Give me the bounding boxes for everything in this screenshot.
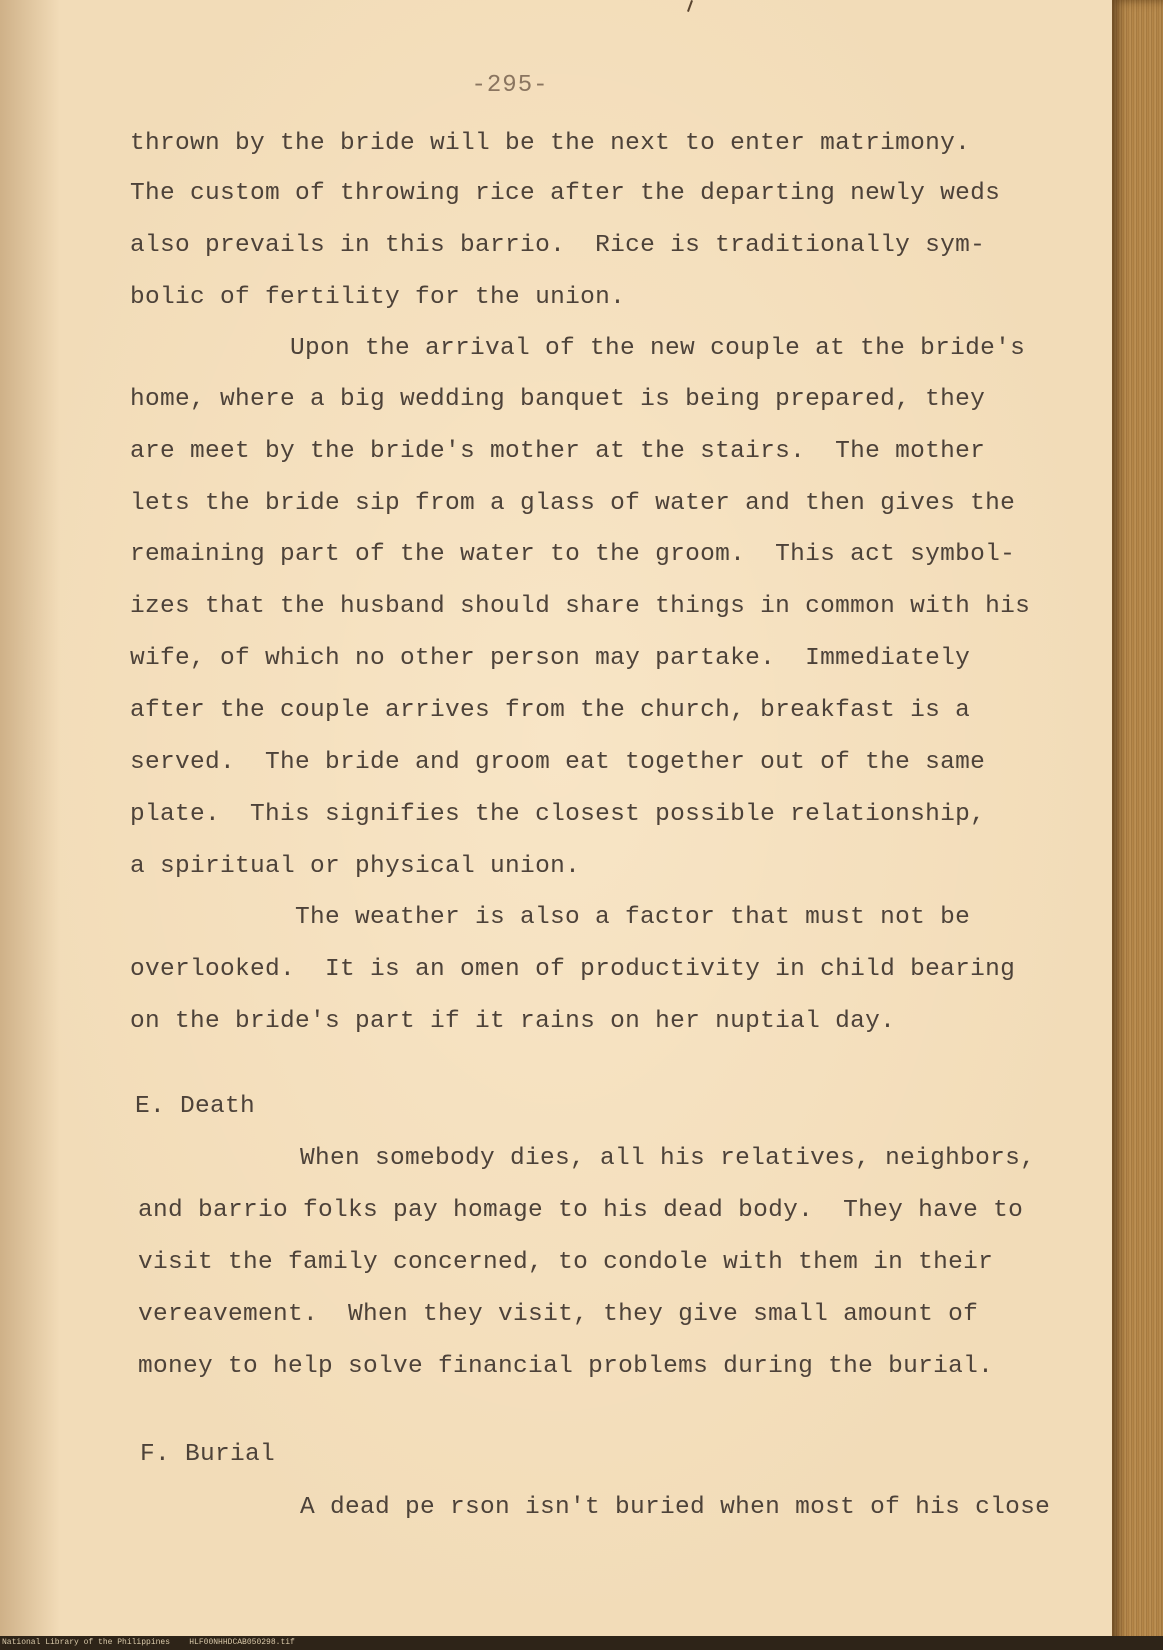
text-line: bolic of fertility for the union.	[130, 284, 626, 311]
text-line: izes that the husband should share things in common with his	[130, 593, 1031, 620]
text-line: after the couple arrives from the church, breakfast is a	[130, 697, 971, 724]
text-line: Upon the arrival of the new couple at the bride's	[290, 335, 1026, 362]
footer-file-id: HLF00NHHDCAB050298.tif	[189, 1638, 295, 1647]
section-heading-death: E. Death	[135, 1093, 256, 1120]
text-line: vereavement. When they visit, they give small amount of	[138, 1301, 979, 1328]
scan-footer	[0, 1636, 1163, 1650]
text-line: thrown by the bride will be the next to enter matrimony.	[130, 130, 971, 157]
text-line: and barrio folks pay homage to his dead body. They have to	[138, 1197, 1024, 1224]
text-line: served. The bride and groom eat together out of the same	[130, 749, 986, 776]
pen-mark	[687, 0, 693, 12]
page-number: -295-	[471, 72, 549, 99]
text-line: money to help solve financial problems during the burial.	[138, 1353, 994, 1380]
book-page-edges	[1112, 0, 1163, 1650]
text-line: overlooked. It is an omen of productivity in child bearing	[130, 956, 1016, 983]
text-line: The custom of throwing rice after the departing newly weds	[130, 180, 1001, 207]
text-line: The weather is also a factor that must not be	[295, 904, 971, 931]
text-line: plate. This signifies the closest possible relationship,	[130, 801, 986, 828]
text-line: on the bride's part if it rains on her nuptial day.	[130, 1008, 896, 1035]
text-line: wife, of which no other person may partake. Immediately	[130, 645, 971, 672]
text-line: are meet by the bride's mother at the stairs. The mother	[130, 438, 986, 465]
text-line: visit the family concerned, to condole with them in their	[138, 1249, 994, 1276]
text-line: lets the bride sip from a glass of water and then gives the	[130, 490, 1016, 517]
text-line: also prevails in this barrio. Rice is traditionally sym-	[130, 232, 986, 259]
text-line: home, where a big wedding banquet is being prepared, they	[130, 386, 986, 413]
footer-library: National Library of the Philippines	[2, 1638, 171, 1647]
text-line: remaining part of the water to the groom. This act symbol-	[130, 541, 1016, 568]
text-line: When somebody dies, all his relatives, neighbors,	[300, 1145, 1036, 1172]
text-line: A dead pe rson isn't buried when most of his close	[300, 1494, 1051, 1521]
section-heading-burial: F. Burial	[140, 1441, 276, 1468]
text-line: a spiritual or physical union.	[130, 853, 581, 880]
